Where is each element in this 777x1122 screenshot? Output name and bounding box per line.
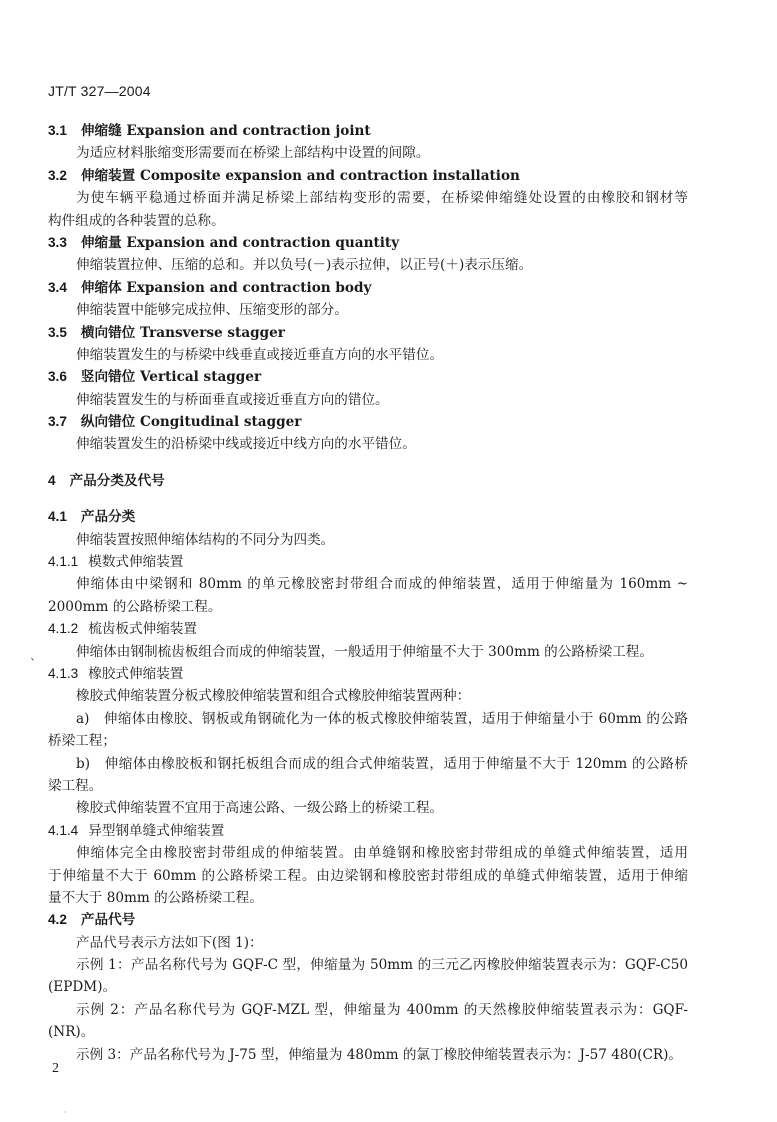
section-3-4-heading: 3.4 伸缩体 Expansion and contraction body [48,279,372,296]
section-3-5-heading: 3.5 横向错位 Transverse stagger [48,324,285,341]
section-3-2-body-line-2: 构件组成的各种装置的总称。 [48,212,225,229]
section-3-6-body: 伸缩装置发生的与桥面垂直或接近垂直方向的错位。 [76,391,389,408]
section-4-1-1-heading: 4.1.1 模数式伸缩装置 [48,554,184,571]
example-1-line-1: 示例 1：产品名称代号为 GQF-C 型，伸缩量为 50mm 的三元乙丙橡胶伸缩装置表示为：GQF-C50 [76,957,688,974]
section-4-1-3-item-b-line-1: b) 伸缩体由橡胶板和钢托板组合而成的组合式伸缩装置，适用于伸缩量不大于 120mm 的公路桥 [76,755,688,772]
example-3: 示例 3：产品名称代号为 J-75 型，伸缩量为 480mm 的氯丁橡胶伸缩装置表示为：J-57 480(CR)。 [76,1046,682,1063]
section-4-1-2-body: 伸缩体由钢制梳齿板组合而成的伸缩装置，一般适用于伸缩量不大于 300mm 的公路桥梁工程。 [76,643,653,660]
section-4-1-4-body-line-2: 于伸缩量不大于 60mm 的公路桥梁工程。由边梁钢和橡胶密封带组成的单缝式伸缩装置，适用于伸缩 [48,867,688,884]
section-4-1-4-body-line-1: 伸缩体完全由橡胶密封带组成的伸缩装置。由单缝钢和橡胶密封带组成的单缝式伸缩装置，适用 [76,845,688,862]
section-3-6-heading: 3.6 竖向错位 Vertical stagger [48,369,262,386]
section-4-1-1-body-line-2: 2000mm 的公路桥梁工程。 [48,598,222,615]
section-3-2-body-line-1: 为使车辆平稳通过桥面并满足桥梁上部结构变形的需要，在桥梁伸缩缝处设置的由橡胶和钢材等 [76,190,688,207]
section-3-7-body: 伸缩装置发生的沿桥梁中线或接近中线方向的水平错位。 [76,436,416,453]
page-number: 2 [52,1061,59,1076]
section-4-1-2-heading: 4.1.2 梳齿板式伸缩装置 [48,621,197,638]
section-4-heading: 4 产品分类及代号 [48,472,165,489]
margin-mark: ` [30,657,36,671]
example-1-line-2: (EPDM)。 [48,979,117,996]
section-3-5-body: 伸缩装置发生的与桥梁中线垂直或接近垂直方向的水平错位。 [76,346,444,363]
section-4-1-4-heading: 4.1.4 异型钢单缝式伸缩装置 [48,822,225,839]
section-3-1-body: 为适应材料胀缩变形需要而在桥梁上部结构中设置的间隙。 [76,145,430,162]
section-4-1-1-body-line-1: 伸缩体由中梁钢和 80mm 的单元橡胶密封带组合而成的伸缩装置，适用于伸缩量为 160mm ~ [76,576,688,593]
section-4-1-4-body-line-3: 量不大于 80mm 的公路桥梁工程。 [48,889,263,906]
example-2-line-2: (NR)。 [48,1024,95,1041]
document-body [48,120,688,1066]
section-4-1-heading: 4.1 产品分类 [48,509,136,526]
standard-code-header: JT/T 327—2004 [48,83,151,99]
section-4-1-3-item-a-line-1: a) 伸缩体由橡胶、钢板或角钢硫化为一体的板式橡胶伸缩装置，适用于伸缩量小于 60mm 的公路 [76,710,688,727]
example-2-line-1: 示例 2：产品名称代号为 GQF-MZL 型，伸缩量为 400mm 的天然橡胶伸缩装置表示为：GQF- [76,1001,688,1018]
section-4-1-3-item-b-line-2: 梁工程。 [48,777,103,794]
section-4-2-heading: 4.2 产品代号 [48,912,136,929]
section-4-2-intro: 产品代号表示方法如下(图 1)： [76,934,263,951]
section-4-1-body: 伸缩装置按照伸缩体结构的不同分为四类。 [76,531,335,548]
section-3-3-heading: 3.3 伸缩量 Expansion and contraction quantity [48,234,400,251]
section-4-1-3-item-a-line-2: 桥梁工程； [48,733,116,750]
section-4-1-3-intro: 橡胶式伸缩装置分板式橡胶伸缩装置和组合式橡胶伸缩装置两种： [76,688,471,705]
section-3-3-body: 伸缩装置拉伸、压缩的总和。并以负号(－)表示拉伸，以正号(＋)表示压缩。 [76,257,533,274]
scan-dot: · [64,1108,67,1117]
section-3-4-body: 伸缩装置中能够完成拉伸、压缩变形的部分。 [76,302,348,319]
section-4-1-3-note: 橡胶式伸缩装置不宜用于高速公路、一级公路上的桥梁工程。 [76,800,444,817]
section-3-1-heading: 3.1 伸缩缝 Expansion and contraction joint [48,123,371,139]
section-4-1-3-heading: 4.1.3 橡胶式伸缩装置 [48,665,184,682]
section-3-2-heading: 3.2 伸缩装置 Composite expansion and contraction installation [48,167,520,184]
section-3-7-heading: 3.7 纵向错位 Congitudinal stagger [48,414,302,431]
